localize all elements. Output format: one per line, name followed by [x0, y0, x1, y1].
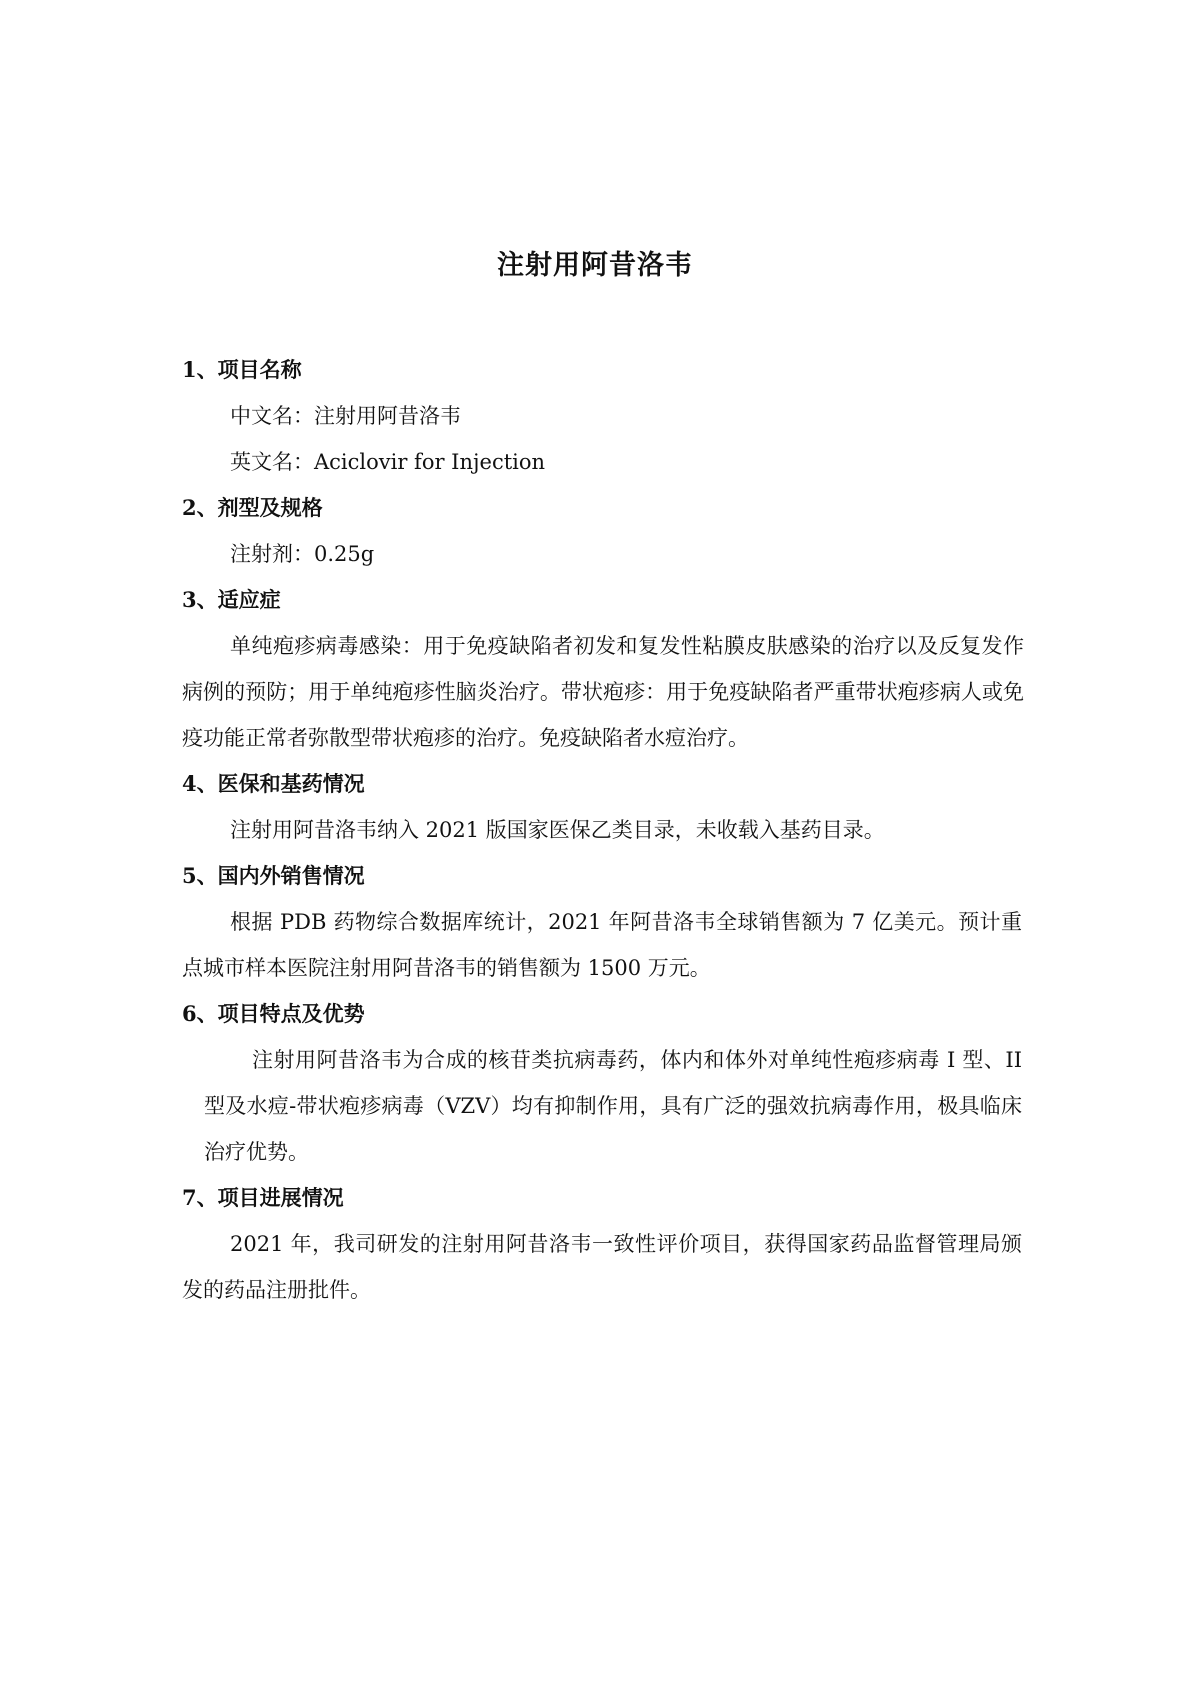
progress-paragraph: 2021 年，我司研发的注射用阿昔洛韦一致性评价项目，获得国家药品监督管理局颁发的药品注册批件。	[182, 1232, 1022, 1302]
section-insurance	[182, 761, 1022, 853]
section-heading: 5、国内外销售情况	[182, 863, 365, 888]
section-heading: 3、适应症	[182, 587, 281, 612]
section-heading: 7、项目进展情况	[182, 1185, 344, 1210]
section-dosage-form	[182, 485, 1022, 577]
features-paragraph: 注射用阿昔洛韦为合成的核苷类抗病毒药，体内和体外对单纯性疱疹病毒 I 型、II 型及水痘-带状疱疹病毒（VZV）均有抑制作用，具有广泛的强效抗病毒作用，极具临床治疗优势。	[204, 1048, 1022, 1164]
sales-paragraph: 根据 PDB 药物综合数据库统计，2021 年阿昔洛韦全球销售额为 7 亿美元。预计重点城市样本医院注射用阿昔洛韦的销售额为 1500 万元。	[182, 910, 1022, 980]
document-body	[182, 347, 1022, 1313]
section-progress	[182, 1175, 1022, 1313]
section-heading: 1、项目名称	[182, 357, 302, 382]
section-project-name	[182, 347, 1022, 485]
section-heading: 4、医保和基药情况	[182, 771, 365, 796]
dosage-form-line: 注射剂：0.25g	[230, 542, 375, 566]
page-title: 注射用阿昔洛韦	[497, 250, 693, 281]
chinese-name-line: 中文名：注射用阿昔洛韦	[230, 404, 461, 428]
section-sales	[182, 853, 1022, 991]
insurance-paragraph: 注射用阿昔洛韦纳入 2021 版国家医保乙类目录，未收载入基药目录。	[230, 818, 885, 842]
section-heading: 6、项目特点及优势	[182, 1001, 365, 1026]
section-features	[182, 991, 1022, 1175]
section-heading: 2、剂型及规格	[182, 495, 323, 520]
indications-paragraph: 单纯疱疹病毒感染：用于免疫缺陷者初发和复发性粘膜皮肤感染的治疗以及反复发作病例的预防；用于单纯疱疹性脑炎治疗。带状疱疹：用于免疫缺陷者严重带状疱疹病人或免疫功能正常者弥散型带状疱疹的治疗。免疫缺陷者水痘治疗。	[182, 634, 1024, 750]
english-name-line: 英文名：Aciclovir for Injection	[230, 450, 546, 474]
section-indications	[182, 577, 1022, 761]
